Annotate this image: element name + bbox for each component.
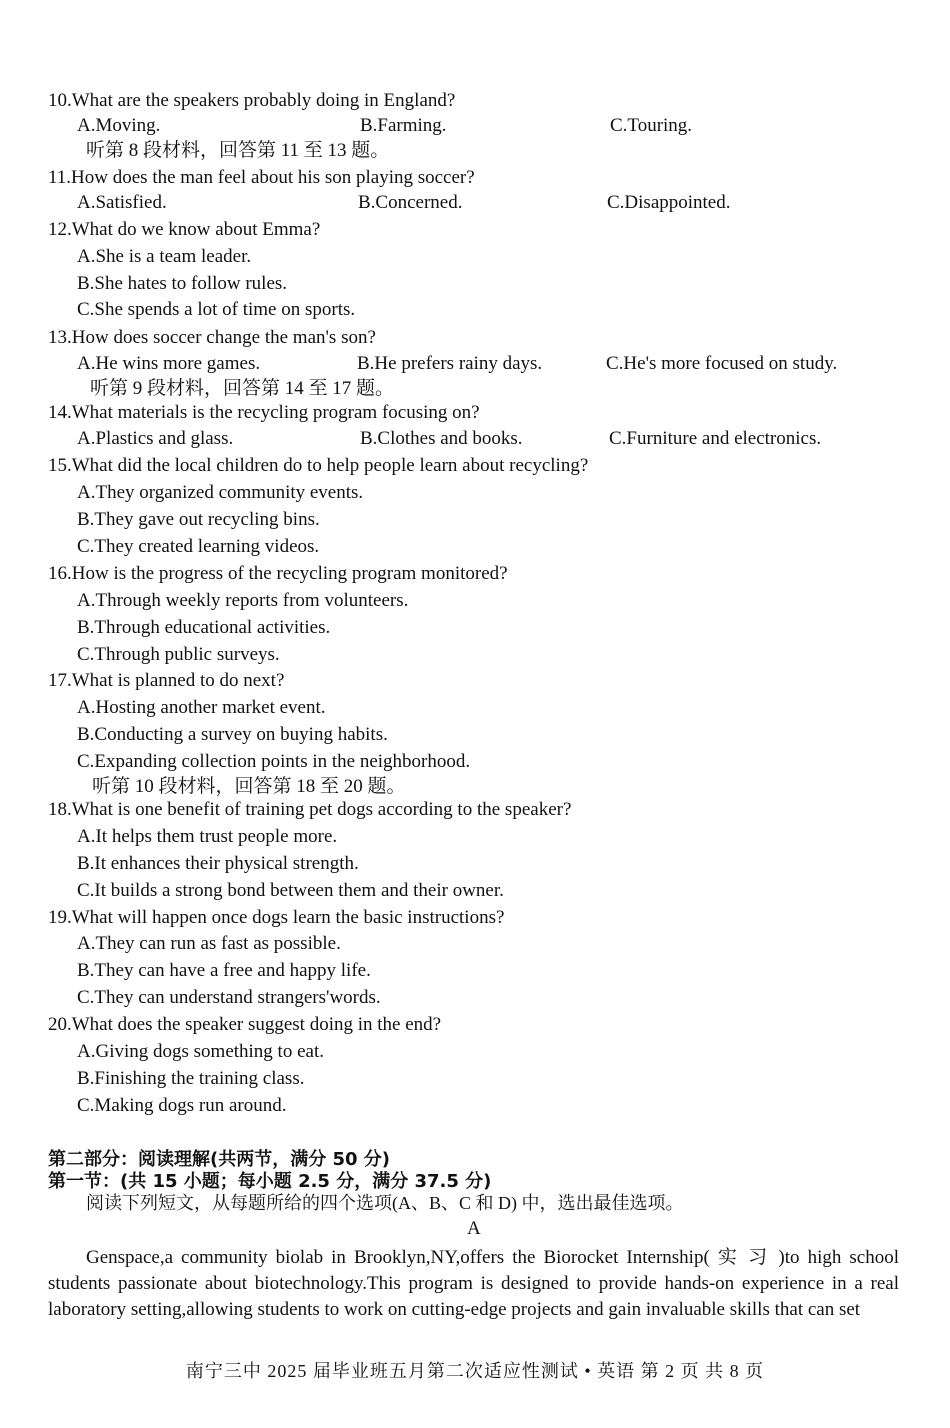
question-10: 10.What are the speakers probably doing in England? — [48, 90, 456, 111]
question-18: 18.What is one benefit of training pet dogs according to the speaker? — [48, 799, 572, 820]
question-12: 12.What do we know about Emma? — [48, 219, 321, 240]
page-footer: 南宁三中 2025 届毕业班五月第二次适应性测试 • 英语 第 2 页 共 8 页 — [185, 1361, 765, 1381]
option-a: A.She is a team leader. — [77, 246, 252, 267]
option-c: C.Touring. — [610, 115, 693, 136]
option-b: B.Conducting a survey on buying habits. — [77, 724, 388, 745]
option-a: A.He wins more games. — [77, 353, 261, 374]
question-17: 17.What is planned to do next? — [48, 670, 285, 691]
option-b: B.Through educational activities. — [77, 617, 331, 638]
question-19: 19.What will happen once dogs learn the basic instructions? — [48, 907, 505, 928]
question-20: 20.What does the speaker suggest doing in the end? — [48, 1014, 442, 1035]
option-b: B.It enhances their physical strength. — [77, 853, 359, 874]
option-c: C.Expanding collection points in the neighborhood. — [77, 751, 471, 772]
option-c: C.They created learning videos. — [77, 536, 320, 557]
option-b: B.They can have a free and happy life. — [77, 960, 371, 981]
option-a: A.Through weekly reports from volunteers. — [77, 590, 409, 611]
option-a: A.Plastics and glass. — [77, 428, 234, 449]
question-15: 15.What did the local children do to help people learn about recycling? — [48, 455, 589, 476]
option-b: B.Clothes and books. — [360, 428, 523, 449]
question-16: 16.How is the progress of the recycling program monitored? — [48, 563, 508, 584]
reading-instruction: 阅读下列短文，从每题所给的四个选项(A、B、C 和 D) 中，选出最佳选项。 — [86, 1193, 684, 1213]
option-c: C.Making dogs run around. — [77, 1095, 287, 1116]
option-c: C.It builds a strong bond between them and their owner. — [77, 880, 504, 901]
option-c: C.They can understand strangers'words. — [77, 987, 381, 1008]
question-13: 13.How does soccer change the man's son? — [48, 327, 376, 348]
options-row-14 — [0, 428, 950, 450]
option-b: B.Finishing the training class. — [77, 1068, 305, 1089]
question-11: 11.How does the man feel about his son playing soccer? — [48, 167, 475, 188]
option-a: A.Satisfied. — [77, 192, 167, 213]
option-c: C.He's more focused on study. — [606, 353, 838, 374]
option-c: C.Furniture and electronics. — [609, 428, 822, 449]
options-row-13 — [0, 353, 950, 375]
options-row-11 — [0, 192, 950, 214]
option-a: A.It helps them trust people more. — [77, 826, 338, 847]
option-b: B.Concerned. — [358, 192, 463, 213]
options-row-10 — [0, 115, 950, 137]
option-b: B.Farming. — [360, 115, 447, 136]
option-a: A.They can run as fast as possible. — [77, 933, 341, 954]
part-two-heading: 第二部分：阅读理解(共两节，满分 50 分) — [48, 1149, 391, 1170]
option-a: A.They organized community events. — [77, 482, 364, 503]
option-a: A.Hosting another market event. — [77, 697, 326, 718]
option-a: A.Moving. — [77, 115, 161, 136]
option-a: A.Giving dogs something to eat. — [77, 1041, 324, 1062]
section-instruction-9: 听第 9 段材料，回答第 14 至 17 题。 — [90, 378, 395, 399]
option-b: B.He prefers rainy days. — [357, 353, 543, 374]
option-b: B.They gave out recycling bins. — [77, 509, 320, 530]
option-b: B.She hates to follow rules. — [77, 273, 288, 294]
passage-label: A — [467, 1218, 481, 1239]
section-one-heading: 第一节：(共 15 小题；每小题 2.5 分，满分 37.5 分) — [48, 1171, 492, 1192]
section-instruction-10: 听第 10 段材料，回答第 18 至 20 题。 — [92, 776, 406, 797]
section-instruction-8: 听第 8 段材料，回答第 11 至 13 题。 — [86, 140, 390, 161]
question-14: 14.What materials is the recycling program focusing on? — [48, 402, 480, 423]
option-c: C.She spends a lot of time on sports. — [77, 299, 356, 320]
passage-text: Genspace,a community biolab in Brooklyn,NY,offers the Biorocket Internship( 实 习 )to high school students passionate about biotechnology.This program is designed to provide hands-on experience in a real laboratory setting,allowing students to work on cutting-edge projects and gain invaluable skills that can set — [48, 1247, 899, 1320]
option-c: C.Through public surveys. — [77, 644, 280, 665]
option-c: C.Disappointed. — [607, 192, 731, 213]
